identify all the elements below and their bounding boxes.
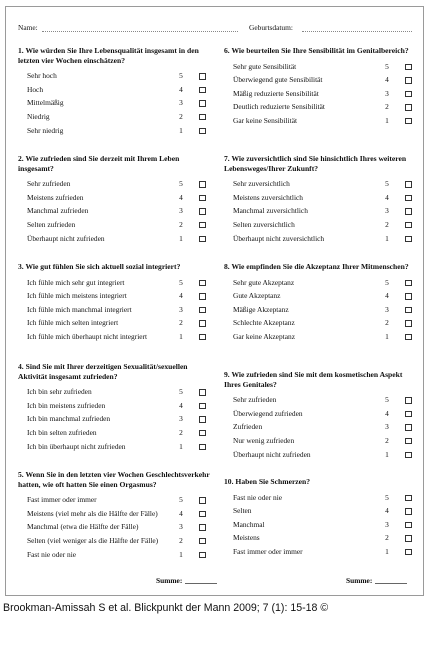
option-checkbox[interactable] — [405, 91, 412, 98]
option-score: 2 — [385, 435, 389, 445]
option-checkbox[interactable] — [199, 511, 206, 518]
option-score: 4 — [385, 75, 389, 85]
option-score: 4 — [385, 291, 389, 301]
option-checkbox[interactable] — [199, 389, 206, 396]
option-row[interactable] — [18, 303, 214, 317]
option-label: Gar keine Akzeptanz — [233, 331, 295, 341]
option-score: 2 — [179, 535, 183, 545]
option-checkbox[interactable] — [199, 552, 206, 559]
option-label: Überhaupt nicht zuversichtlich — [233, 233, 325, 243]
option-label: Ich bin sehr zufrieden — [27, 387, 92, 397]
option-label: Fast immer oder immer — [27, 495, 97, 505]
question-number: 6. — [224, 46, 230, 55]
option-score: 4 — [385, 408, 389, 418]
option-checkbox[interactable] — [199, 280, 206, 287]
option-label: Sehr gute Sensibilität — [233, 61, 297, 71]
option-checkbox[interactable] — [405, 293, 412, 300]
option-checkbox[interactable] — [405, 222, 412, 229]
option-row[interactable] — [224, 177, 420, 191]
question-text: Wie zufrieden sind Sie mit dem kosmetischen Aspekt Ihres Genitales? — [224, 370, 403, 389]
question-number: 3. — [18, 262, 24, 271]
option-checkbox[interactable] — [199, 497, 206, 504]
option-checkbox[interactable] — [199, 416, 206, 423]
option-checkbox[interactable] — [199, 430, 206, 437]
question-text: Wie empfinden Sie die Akzeptanz Ihrer Mitmenschen? — [231, 262, 409, 271]
option-label: Gar keine Sensibilität — [233, 115, 298, 125]
option-row[interactable] — [18, 124, 214, 138]
option-checkbox[interactable] — [405, 208, 412, 215]
option-row[interactable] — [18, 177, 214, 191]
option-label: Überwiegend gute Sensibilität — [233, 75, 323, 85]
option-score: 5 — [385, 277, 389, 287]
question-2 — [18, 154, 214, 245]
option-score: 2 — [179, 427, 183, 437]
question-title — [18, 470, 214, 489]
option-row[interactable] — [18, 399, 214, 413]
option-list — [18, 385, 214, 453]
option-label: Sehr zuversichtlich — [233, 179, 290, 189]
question-5 — [18, 470, 214, 561]
option-row[interactable] — [18, 534, 214, 548]
option-list — [224, 491, 420, 559]
option-row[interactable] — [18, 289, 214, 303]
option-label: Mittelmäßig — [27, 98, 64, 108]
option-row[interactable] — [18, 440, 214, 454]
option-checkbox[interactable] — [405, 236, 412, 243]
option-row[interactable] — [224, 407, 420, 421]
option-label: Sehr zufrieden — [233, 395, 277, 405]
option-score: 3 — [385, 519, 389, 529]
option-checkbox[interactable] — [405, 397, 412, 404]
option-label: Fast nie oder nie — [233, 492, 283, 502]
option-row[interactable] — [18, 493, 214, 507]
option-label: Gute Akzeptanz — [233, 291, 281, 301]
option-row[interactable] — [224, 87, 420, 101]
option-score: 5 — [385, 61, 389, 71]
option-row[interactable] — [224, 420, 420, 434]
question-9 — [224, 370, 420, 461]
option-label: Nur wenig zufrieden — [233, 435, 295, 445]
option-row[interactable] — [18, 316, 214, 330]
option-checkbox[interactable] — [405, 104, 412, 111]
option-checkbox[interactable] — [199, 181, 206, 188]
option-label: Fast immer oder immer — [233, 546, 303, 556]
question-text: Wie gut fühlen Sie sich aktuell sozial integriert? — [25, 262, 181, 271]
option-row[interactable] — [224, 232, 420, 246]
option-checkbox[interactable] — [405, 452, 412, 459]
option-score: 4 — [179, 84, 183, 94]
option-label: Überhaupt nicht zufrieden — [233, 449, 311, 459]
option-score: 2 — [179, 219, 183, 229]
option-row[interactable] — [18, 385, 214, 399]
question-number: 10. — [224, 477, 234, 486]
option-row[interactable] — [18, 83, 214, 97]
option-score: 4 — [179, 192, 183, 202]
option-row[interactable] — [18, 276, 214, 290]
option-row[interactable] — [224, 204, 420, 218]
option-score: 1 — [385, 546, 389, 556]
option-label: Überwiegend zufrieden — [233, 408, 303, 418]
option-checkbox[interactable] — [405, 522, 412, 529]
option-checkbox[interactable] — [199, 128, 206, 135]
option-score: 2 — [385, 533, 389, 543]
option-score: 4 — [179, 400, 183, 410]
option-score: 4 — [179, 508, 183, 518]
option-checkbox[interactable] — [199, 236, 206, 243]
option-list — [224, 60, 420, 128]
option-label: Sehr hoch — [27, 71, 57, 81]
question-number: 5. — [18, 470, 24, 479]
option-row[interactable] — [224, 491, 420, 505]
option-row[interactable] — [18, 412, 214, 426]
option-label: Schlechte Akzeptanz — [233, 318, 295, 328]
option-label: Sehr zufrieden — [27, 179, 71, 189]
option-checkbox[interactable] — [199, 222, 206, 229]
option-row[interactable] — [224, 218, 420, 232]
question-1 — [18, 46, 214, 137]
option-score: 1 — [179, 125, 183, 135]
option-list — [18, 276, 214, 344]
question-number: 9. — [224, 370, 230, 379]
summe-right-field[interactable] — [375, 583, 407, 584]
question-number: 4. — [18, 362, 24, 371]
option-label: Mäßige Akzeptanz — [233, 304, 289, 314]
option-label: Meistens zufrieden — [27, 192, 84, 202]
option-score: 2 — [179, 111, 183, 121]
question-text: Wie würden Sie Ihre Lebensqualität insgesamt in den letzten vier Wochen einschätzen? — [18, 46, 199, 65]
option-label: Sehr niedrig — [27, 125, 64, 135]
option-label: Selten (viel weniger als die Hälfte der Fälle) — [27, 535, 159, 545]
option-row[interactable] — [18, 507, 214, 521]
option-label: Manchmal zufrieden — [27, 206, 89, 216]
option-checkbox[interactable] — [405, 334, 412, 341]
option-list — [18, 69, 214, 137]
option-score: 5 — [385, 395, 389, 405]
question-number: 7. — [224, 154, 230, 163]
option-checkbox[interactable] — [405, 195, 412, 202]
option-row[interactable] — [18, 110, 214, 124]
option-label: Fast nie oder nie — [27, 549, 77, 559]
option-label: Hoch — [27, 84, 44, 94]
option-row[interactable] — [224, 448, 420, 462]
question-number: 1. — [18, 46, 24, 55]
option-checkbox[interactable] — [405, 64, 412, 71]
option-label: Ich fühle mich meistens integriert — [27, 291, 127, 301]
option-label: Selten zuversichtlich — [233, 219, 295, 229]
option-checkbox[interactable] — [199, 403, 206, 410]
question-8 — [224, 262, 420, 344]
option-row[interactable] — [224, 289, 420, 303]
option-score: 3 — [179, 522, 183, 532]
option-checkbox[interactable] — [405, 549, 412, 556]
option-row[interactable] — [224, 393, 420, 407]
option-row[interactable] — [224, 434, 420, 448]
birthdate-label: Geburtsdatum: — [249, 23, 293, 32]
summe-left — [156, 576, 217, 585]
question-title — [18, 46, 214, 65]
question-title — [18, 362, 214, 381]
option-score: 2 — [179, 318, 183, 328]
option-score: 2 — [385, 219, 389, 229]
questionnaire-form — [5, 6, 424, 596]
option-checkbox[interactable] — [405, 307, 412, 314]
option-checkbox[interactable] — [199, 320, 206, 327]
option-row[interactable] — [224, 518, 420, 532]
question-text: Wie beurteilen Sie Ihre Sensibilität im Genitalbereich? — [231, 46, 409, 55]
option-score: 3 — [385, 422, 389, 432]
option-score: 5 — [385, 179, 389, 189]
option-row[interactable] — [224, 191, 420, 205]
option-row[interactable] — [224, 73, 420, 87]
option-score: 3 — [179, 206, 183, 216]
option-checkbox[interactable] — [199, 114, 206, 121]
question-text: Wie zuversichtlich sind Sie hinsichtlich Ihres weiteren Lebensweges/Ihrer Zukunft? — [224, 154, 407, 173]
option-row[interactable] — [18, 548, 214, 562]
option-score: 5 — [385, 492, 389, 502]
question-title — [18, 262, 214, 272]
option-row[interactable] — [18, 191, 214, 205]
option-score: 3 — [385, 206, 389, 216]
option-score: 1 — [179, 233, 183, 243]
option-label: Manchmal (etwa die Hälfte der Fälle) — [27, 522, 139, 532]
option-row[interactable] — [18, 69, 214, 83]
option-label: Ich fühle mich manchmal integriert — [27, 304, 132, 314]
option-score: 3 — [179, 304, 183, 314]
option-label: Niedrig — [27, 111, 50, 121]
option-label: Meistens (viel mehr als die Hälfte der Fälle) — [27, 508, 158, 518]
option-score: 1 — [179, 549, 183, 559]
option-checkbox[interactable] — [405, 535, 412, 542]
option-label: Zufrieden — [233, 422, 263, 432]
option-checkbox[interactable] — [199, 100, 206, 107]
option-row[interactable] — [224, 276, 420, 290]
option-label: Ich fühle mich sehr gut integriert — [27, 277, 125, 287]
option-label: Manchmal — [233, 519, 265, 529]
option-label: Ich fühle mich selten integriert — [27, 318, 119, 328]
option-label: Meistens — [233, 533, 260, 543]
question-text: Sind Sie mit Ihrer derzeitigen Sexualität/sexuellen Aktivität insgesamt zufrieden? — [18, 362, 188, 381]
option-label: Ich bin meistens zufrieden — [27, 400, 106, 410]
option-row[interactable] — [18, 218, 214, 232]
option-checkbox[interactable] — [199, 73, 206, 80]
option-label: Meistens zuversichtlich — [233, 192, 303, 202]
question-title — [18, 154, 214, 173]
question-number: 8. — [224, 262, 230, 271]
option-label: Manchmal zuversichtlich — [233, 206, 308, 216]
option-checkbox[interactable] — [405, 438, 412, 445]
option-score: 4 — [385, 506, 389, 516]
option-row[interactable] — [224, 531, 420, 545]
question-number: 2. — [18, 154, 24, 163]
option-row[interactable] — [224, 114, 420, 128]
option-label: Selten zufrieden — [27, 219, 76, 229]
summe-left-field[interactable] — [185, 583, 217, 584]
option-score: 2 — [385, 318, 389, 328]
question-title — [224, 477, 420, 487]
question-title — [224, 370, 420, 389]
option-score: 5 — [179, 387, 183, 397]
option-score: 1 — [179, 331, 183, 341]
question-7 — [224, 154, 420, 245]
option-score: 4 — [179, 291, 183, 301]
option-checkbox[interactable] — [405, 424, 412, 431]
option-score: 3 — [179, 98, 183, 108]
option-checkbox[interactable] — [405, 181, 412, 188]
option-label: Sehr gute Akzeptanz — [233, 277, 295, 287]
option-checkbox[interactable] — [405, 320, 412, 327]
option-row[interactable] — [18, 204, 214, 218]
option-checkbox[interactable] — [199, 538, 206, 545]
option-row[interactable] — [224, 60, 420, 74]
option-checkbox[interactable] — [405, 118, 412, 125]
question-title — [224, 154, 420, 173]
option-label: Deutlich reduzierte Sensibilität — [233, 102, 325, 112]
option-label: Ich fühle mich überhaupt nicht integriert — [27, 331, 148, 341]
option-row[interactable] — [18, 232, 214, 246]
option-list — [18, 177, 214, 245]
option-score: 1 — [385, 331, 389, 341]
name-label: Name: — [18, 23, 38, 32]
option-checkbox[interactable] — [199, 195, 206, 202]
option-checkbox[interactable] — [405, 77, 412, 84]
option-checkbox[interactable] — [405, 508, 412, 515]
question-10 — [224, 477, 420, 559]
option-row[interactable] — [224, 330, 420, 344]
option-checkbox[interactable] — [199, 334, 206, 341]
question-text: Wie zufrieden sind Sie derzeit mit Ihrem Leben insgesamt? — [18, 154, 180, 173]
question-title — [224, 262, 420, 272]
question-6 — [224, 46, 420, 128]
option-checkbox[interactable] — [199, 444, 206, 451]
option-score: 2 — [385, 102, 389, 112]
option-row[interactable] — [224, 100, 420, 114]
summe-right — [346, 576, 407, 585]
option-label: Ich bin überhaupt nicht zufrieden — [27, 441, 126, 451]
option-score: 4 — [385, 192, 389, 202]
option-label: Mäßig reduzierte Sensibilität — [233, 88, 319, 98]
option-score: 3 — [385, 304, 389, 314]
birthdate-field[interactable] — [302, 31, 412, 32]
option-score: 1 — [385, 449, 389, 459]
option-checkbox[interactable] — [199, 524, 206, 531]
question-text: Haben Sie Schmerzen? — [235, 477, 311, 486]
option-row[interactable] — [18, 96, 214, 110]
option-checkbox[interactable] — [199, 87, 206, 94]
option-row[interactable] — [18, 330, 214, 344]
option-list — [18, 493, 214, 561]
option-score: 3 — [385, 88, 389, 98]
option-list — [224, 276, 420, 344]
option-checkbox[interactable] — [405, 495, 412, 502]
option-checkbox[interactable] — [199, 293, 206, 300]
option-label: Ich bin selten zufrieden — [27, 427, 97, 437]
option-score: 5 — [179, 71, 183, 81]
option-list — [224, 177, 420, 245]
summe-left-label: Summe: — [156, 576, 183, 585]
option-score: 1 — [179, 441, 183, 451]
option-row[interactable] — [18, 426, 214, 440]
option-checkbox[interactable] — [199, 307, 206, 314]
question-title — [224, 46, 420, 56]
option-score: 5 — [179, 277, 183, 287]
question-text: Wenn Sie in den letzten vier Wochen Geschlechtsverkehr hatten, wie oft hatten Sie einen Orgasmus? — [18, 470, 210, 489]
option-label: Selten — [233, 506, 252, 516]
option-row[interactable] — [224, 303, 420, 317]
figure-caption: Brookman-Amissah S et al. Blickpunkt der Mann 2009; 7 (1): 15-18 © — [3, 602, 329, 614]
option-score: 3 — [179, 414, 183, 424]
option-row[interactable] — [224, 316, 420, 330]
question-3 — [18, 262, 214, 344]
option-label: Ich bin manchmal zufrieden — [27, 414, 111, 424]
option-score: 5 — [179, 179, 183, 189]
option-row[interactable] — [18, 520, 214, 534]
question-4 — [18, 362, 214, 453]
option-checkbox[interactable] — [199, 208, 206, 215]
option-score: 1 — [385, 115, 389, 125]
option-list — [224, 393, 420, 461]
option-row[interactable] — [224, 545, 420, 559]
option-checkbox[interactable] — [405, 411, 412, 418]
option-row[interactable] — [224, 504, 420, 518]
option-score: 1 — [385, 233, 389, 243]
summe-right-label: Summe: — [346, 576, 373, 585]
name-field[interactable] — [42, 31, 238, 32]
option-checkbox[interactable] — [405, 280, 412, 287]
option-score: 5 — [179, 495, 183, 505]
option-label: Überhaupt nicht zufrieden — [27, 233, 105, 243]
